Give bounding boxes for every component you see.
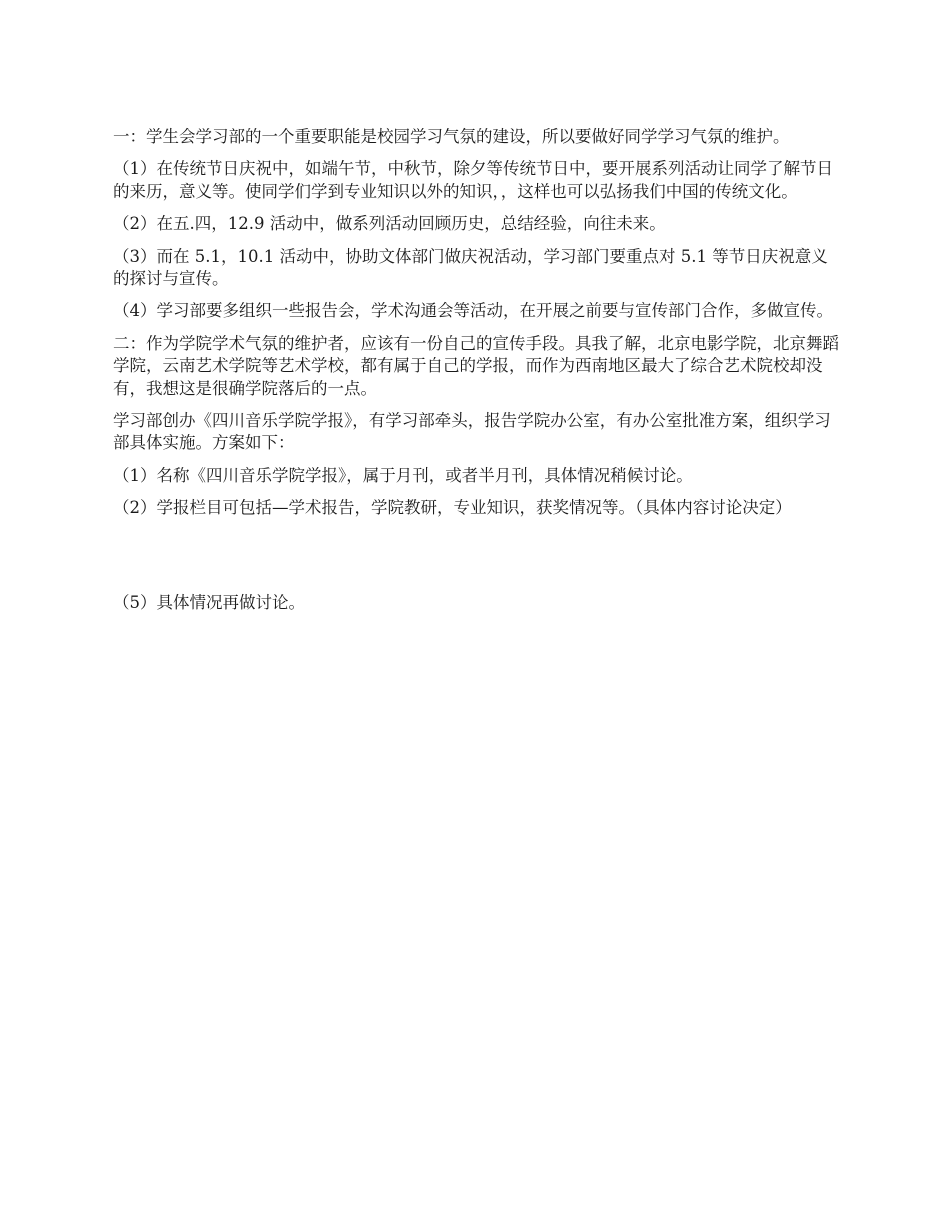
paragraph-journal-item-5-discussion: （5）具体情况再做讨论。 [113,592,305,612]
paragraph-section-one-intro: 一：学生会学习部的一个重要职能是校园学习气氛的建设，所以要做好同学学习气氛的维护。 [113,127,790,146]
paragraph-item-4-lectures: （4）学习部要多组织一些报告会，学术沟通会等活动，在开展之前要与宣传部门合作，多做宣传。 [113,301,833,321]
paragraph-item-2-may-fourth: （2）在五.四，12.9 活动中，做系列活动回顾历史，总结经验，向往未来。 [113,214,666,234]
document-body [113,126,843,624]
paragraph-item-1-traditional-festivals: （1）在传统节日庆祝中，如端午节，中秋节，除夕等传统节日中，要开展系列活动让同学了解节日的来历，意义等。使同学们学到专业知识以外的知识，，这样也可以弘扬我们中国的传统文化。 [113,159,833,201]
paragraph-journal-item-2-columns: （2）学报栏目可包括—学术报告，学院教研，专业知识，获奖情况等。（具体内容讨论决定） [113,498,792,518]
paragraph-item-3-labor-national-day: （3）而在 5.1，10.1 活动中，协助文体部门做庆祝活动，学习部门要重点对 5.1 等节日庆祝意义的探讨与宣传。 [113,246,828,289]
paragraph-journal-item-1-name: （1）名称《四川音乐学院学报》，属于月刊，或者半月刊，具体情况稍候讨论。 [113,465,693,485]
paragraph-section-two-intro: 二：作为学院学术气氛的维护者，应该有一份自己的宣传手段。具我了解，北京电影学院，北京舞蹈学院，云南艺术学院等艺术学校，都有属于自己的学报，而作为西南地区最大了综合艺术院校却没有，我想这是很确学院落后的一点。 [113,333,839,398]
paragraph-journal-proposal: 学习部创办《四川音乐学院学报》，有学习部牵头，报告学院办公室，有办公室批准方案，组织学习部具体实施。方案如下： [113,411,831,453]
